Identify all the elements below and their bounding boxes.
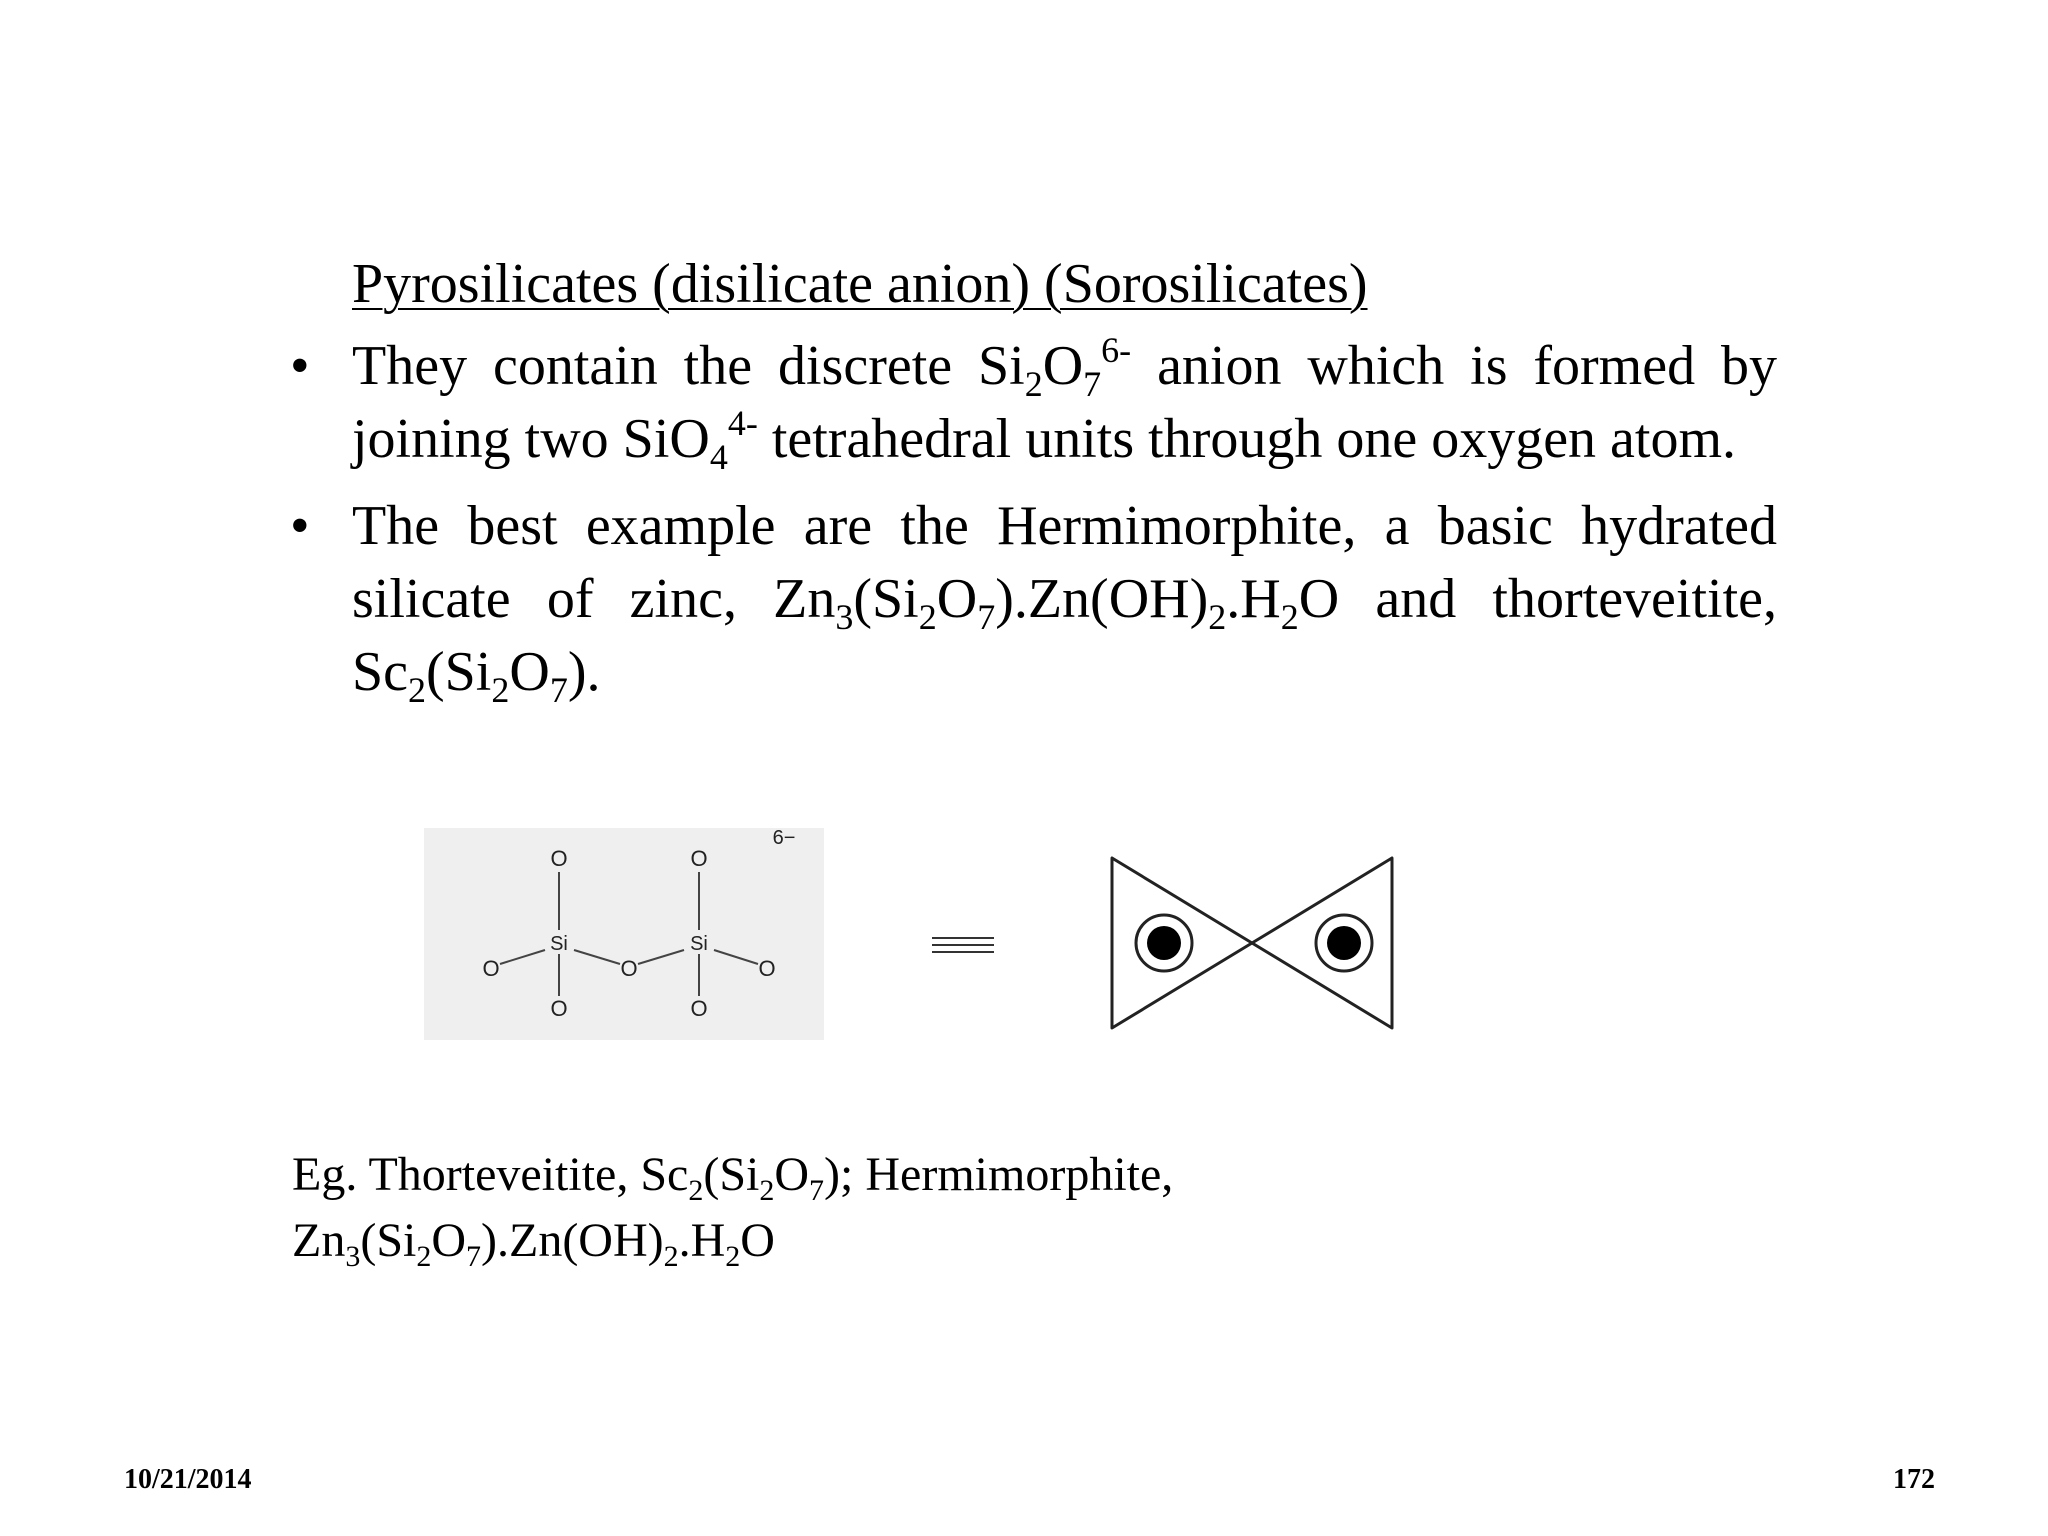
text-run: ).Zn(OH) bbox=[481, 1214, 664, 1267]
text-run: O bbox=[936, 568, 978, 630]
oxygen-label: O bbox=[758, 956, 776, 981]
text-run: Zn bbox=[292, 1214, 346, 1267]
subscript: 7 bbox=[549, 670, 568, 710]
text-run: O bbox=[431, 1214, 467, 1267]
tetrahedra-bowtie-diagram bbox=[1104, 852, 1404, 1034]
subscript: 7 bbox=[809, 1174, 825, 1207]
text-run: O bbox=[1042, 335, 1084, 397]
text-run: ); Hermimorphite, bbox=[824, 1148, 1174, 1201]
text-run: (Si bbox=[360, 1214, 417, 1267]
subscript: 2 bbox=[416, 1240, 432, 1273]
left-tetrahedron bbox=[1112, 858, 1252, 1028]
example-line-text bbox=[292, 1148, 1174, 1207]
text-run: ).Zn(OH) bbox=[995, 568, 1209, 630]
text-run: They contain the discrete Si bbox=[352, 335, 1025, 397]
text-run: O and thorteveitite, Sc bbox=[352, 568, 1777, 703]
bullet-item bbox=[290, 490, 1777, 710]
oxygen-label: O bbox=[690, 846, 708, 871]
subscript: 2 bbox=[663, 1240, 679, 1273]
left-silicon-atom bbox=[1136, 915, 1192, 971]
footer-date: 10/21/2014 bbox=[124, 1464, 252, 1495]
bullet-text bbox=[352, 330, 1777, 477]
bridging-oxygen-label: O bbox=[620, 956, 638, 981]
oxygen-label: O bbox=[550, 996, 568, 1021]
text-run: .H bbox=[1226, 568, 1281, 630]
text-run: tetrahedral units through one oxygen atom. bbox=[757, 408, 1737, 470]
bullet-list bbox=[290, 330, 1777, 723]
equivalence-symbol bbox=[930, 930, 996, 960]
subscript: 2 bbox=[918, 597, 937, 637]
bullet-dot-icon: • bbox=[290, 335, 310, 397]
subscript: 2 bbox=[688, 1174, 704, 1207]
subscript: 2 bbox=[725, 1240, 741, 1273]
oxygen-label: O bbox=[690, 996, 708, 1021]
example-line-text bbox=[292, 1214, 775, 1273]
structure-background bbox=[424, 828, 824, 1040]
disilicate-structure-diagram bbox=[424, 828, 824, 1040]
oxygen-label: O bbox=[550, 846, 568, 871]
silicon-label: Si bbox=[550, 933, 568, 955]
bullet-item bbox=[290, 330, 1777, 477]
subscript: 2 bbox=[408, 670, 426, 710]
example-text bbox=[292, 1142, 1173, 1274]
text-run: ). bbox=[567, 641, 601, 703]
text-run: The best example are the Hermimorphite, a basic hydrated silicate of zinc, Zn bbox=[352, 495, 1777, 630]
subscript: 7 bbox=[466, 1240, 482, 1273]
text-run: (Si bbox=[426, 641, 492, 703]
subscript: 4 bbox=[709, 437, 728, 477]
text-run: O bbox=[740, 1214, 775, 1267]
subscript: 3 bbox=[345, 1240, 361, 1273]
text-run: (Si bbox=[703, 1148, 760, 1201]
superscript: 6- bbox=[1101, 330, 1132, 370]
example-line bbox=[292, 1208, 1173, 1274]
subscript: 2 bbox=[759, 1174, 775, 1207]
text-run: O bbox=[774, 1148, 810, 1201]
bullet-text bbox=[352, 495, 1777, 710]
page-number: 172 bbox=[1893, 1464, 1935, 1495]
structure-charge-label: 6− bbox=[772, 828, 796, 849]
subscript: 2 bbox=[1024, 364, 1043, 404]
subscript: 2 bbox=[1208, 597, 1227, 637]
text-run: anion which is formed by joining two SiO bbox=[352, 335, 1777, 470]
superscript: 4- bbox=[727, 403, 758, 443]
silicon-label: Si bbox=[690, 933, 708, 955]
slide-heading: Pyrosilicates (disilicate anion) (Sorosilicates) bbox=[352, 253, 1368, 315]
text-run: O bbox=[509, 641, 550, 703]
subscript: 2 bbox=[1280, 597, 1299, 637]
text-run: Eg. Thorteveitite, Sc bbox=[292, 1148, 689, 1201]
text-run: .H bbox=[678, 1214, 726, 1267]
subscript: 2 bbox=[491, 670, 510, 710]
text-run: (Si bbox=[853, 568, 919, 630]
subscript: 7 bbox=[1083, 364, 1102, 404]
right-silicon-atom bbox=[1316, 915, 1372, 971]
oxygen-label: O bbox=[482, 956, 500, 981]
subscript: 7 bbox=[977, 597, 996, 637]
example-line bbox=[292, 1142, 1173, 1208]
subscript: 3 bbox=[835, 597, 854, 637]
bullet-dot-icon: • bbox=[290, 495, 310, 557]
